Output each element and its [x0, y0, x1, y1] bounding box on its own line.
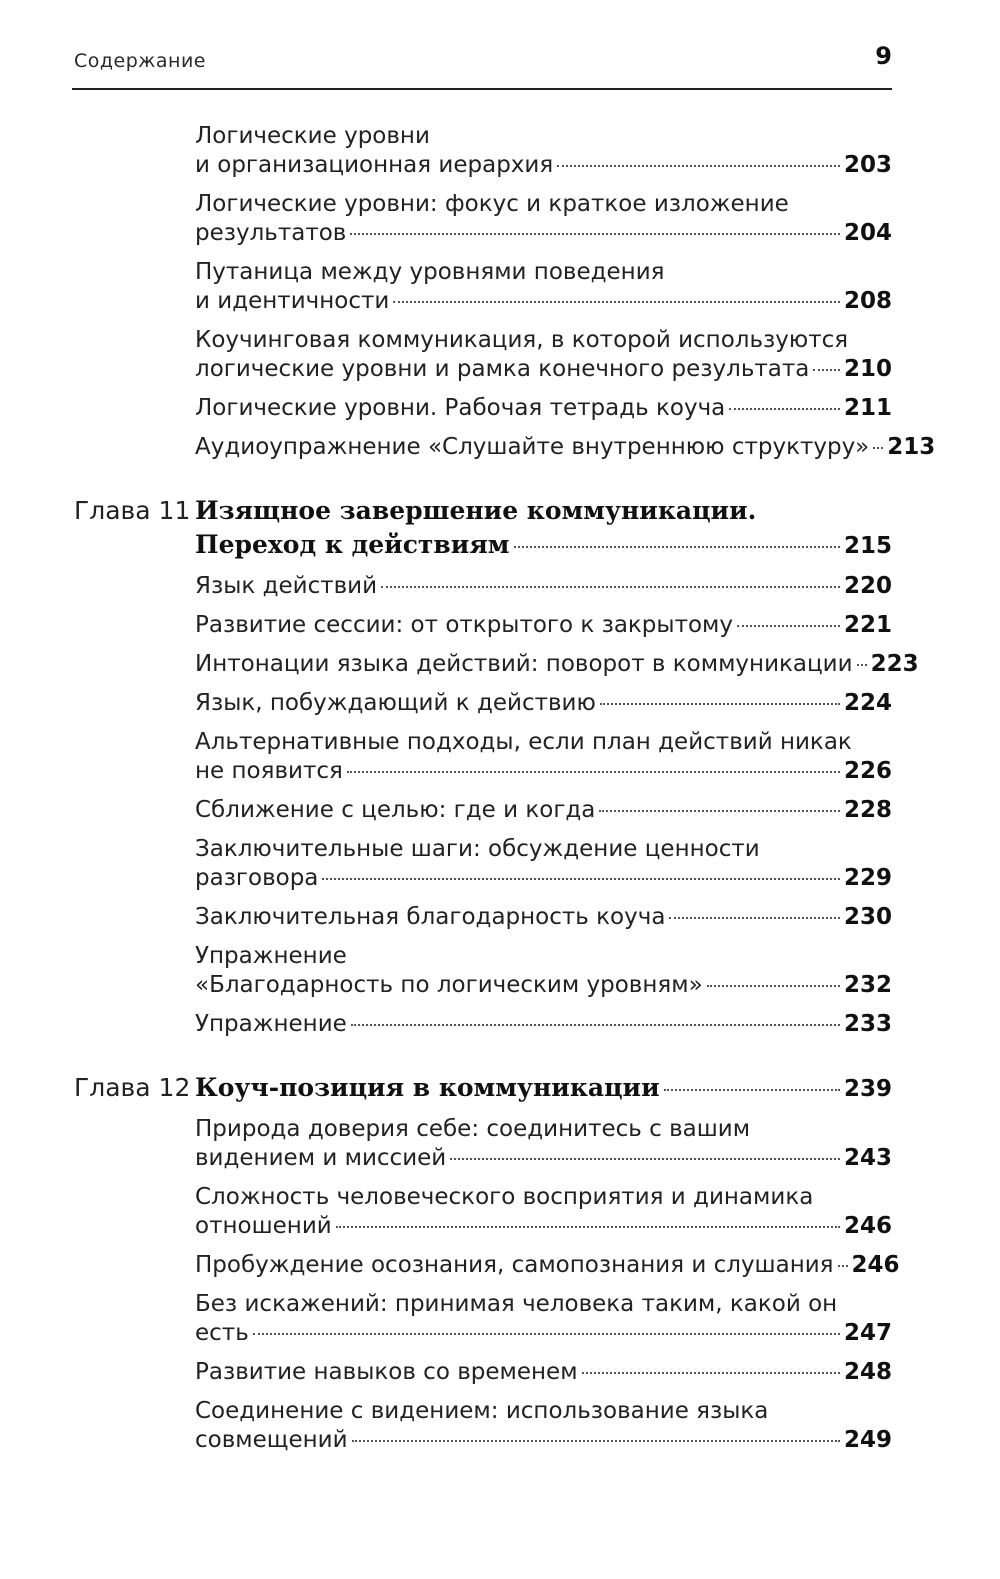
toc-entry-text-line: отношений — [195, 1213, 332, 1239]
toc-entry[interactable] — [195, 942, 892, 1000]
toc-entry[interactable] — [195, 572, 892, 601]
toc-entry[interactable] — [195, 650, 919, 679]
page-number: 9 — [875, 42, 892, 70]
chapter-title-line: Изящное завершение коммуникации. — [195, 496, 757, 525]
running-header-title: Содержание — [74, 50, 206, 72]
chapter-page-number: 215 — [843, 533, 892, 559]
chapter-label: Глава 12 — [74, 1073, 191, 1102]
toc-entry-text-line: Развитие навыков со временем — [195, 1359, 578, 1385]
toc-page-number: 224 — [843, 690, 892, 716]
toc-entry-text-line: Логические уровни. Рабочая тетрадь коуча — [195, 395, 726, 421]
toc-page-number: 204 — [843, 220, 892, 246]
toc-entry-text-line: Развитие сессии: от открытого к закрытому — [195, 612, 733, 638]
toc-entry[interactable] — [195, 394, 892, 423]
toc-entry-text-line: Сближение с целью: где и когда — [195, 797, 596, 823]
toc-entry-text-line: результатов — [195, 220, 347, 246]
toc-entry[interactable] — [195, 835, 892, 893]
toc-entry[interactable] — [195, 689, 892, 718]
toc-entry-text-line: и организационная иерархия — [195, 152, 554, 178]
toc-entry-text-line: Коучинговая коммуникация, в которой используются — [195, 327, 849, 353]
toc-entry-text-line: разговора — [195, 865, 319, 891]
dot-leader — [873, 447, 883, 449]
toc-entry-row — [195, 1319, 892, 1348]
chapter-page-number: 239 — [843, 1076, 892, 1102]
toc-entry[interactable] — [195, 1397, 892, 1455]
toc-entry[interactable] — [195, 1183, 892, 1241]
toc-entry-text-line: Упражнение — [195, 1011, 347, 1037]
dot-leader — [813, 369, 840, 371]
toc-entry-row — [195, 1144, 892, 1173]
toc-entry-text-line: Логические уровни — [195, 123, 430, 149]
dot-leader — [253, 1333, 840, 1335]
toc-entry-row — [195, 1212, 892, 1241]
toc-entry-row — [195, 219, 892, 248]
toc-entry[interactable] — [195, 433, 936, 462]
toc-entry-text-line: Язык, побуждающий к действию — [195, 690, 596, 716]
toc-page-number: 248 — [843, 1359, 892, 1385]
toc-entry-text-line: Природа доверия себе: соединитесь с вашим — [195, 1116, 751, 1142]
chapter-heading[interactable] — [0, 1071, 1000, 1105]
dot-leader — [347, 771, 840, 773]
chapter-heading[interactable] — [0, 494, 1000, 562]
running-header — [72, 40, 892, 90]
toc-page-number: 232 — [843, 972, 892, 998]
toc-page-number: 213 — [887, 434, 936, 460]
toc-entry-text-line: есть — [195, 1320, 249, 1346]
toc-page-number: 246 — [851, 1252, 900, 1278]
chapter-title-line: Коуч-позиция в коммуникации — [195, 1073, 660, 1102]
toc-entry[interactable] — [195, 326, 892, 384]
toc-entry-row — [195, 903, 892, 932]
toc-entry-row — [195, 433, 936, 462]
toc-entry-text-line: Путаница между уровнями поведения — [195, 259, 665, 285]
dot-leader — [729, 408, 840, 410]
toc-page-number: 233 — [843, 1011, 892, 1037]
toc-entry[interactable] — [195, 796, 892, 825]
toc-entry-row — [195, 287, 892, 316]
dot-leader — [669, 917, 840, 919]
toc-page-number: 249 — [843, 1427, 892, 1453]
toc-entry-text-line: и идентичности — [195, 288, 390, 314]
toc-entry-text-line: Интонации языка действий: поворот в коммуникации — [195, 651, 853, 677]
toc-entry[interactable] — [195, 190, 892, 248]
toc-entry-row — [195, 796, 892, 825]
toc-entry-text-line: Заключительная благодарность коуча — [195, 904, 666, 930]
dot-leader — [322, 878, 840, 880]
toc-entry[interactable] — [195, 903, 892, 932]
toc-entry[interactable] — [195, 122, 892, 180]
dot-leader — [350, 233, 840, 235]
toc-entry-text-line: Альтернативные подходы, если план действий никак — [195, 729, 852, 755]
toc-page-number: 230 — [843, 904, 892, 930]
toc-entry-text-line: Соединение с видением: использование языка — [195, 1398, 769, 1424]
dot-leader — [514, 546, 840, 548]
toc-entry-text-line: Сложность человеческого восприятия и динамика — [195, 1184, 814, 1210]
toc-entry-row — [195, 151, 892, 180]
toc-entry-row — [195, 689, 892, 718]
toc-entry-row — [195, 864, 892, 893]
dot-leader — [352, 1440, 840, 1442]
toc-page-number: 220 — [843, 573, 892, 599]
toc-entry-text-line: видением и миссией — [195, 1145, 447, 1171]
toc-entry-text-line: Упражнение — [195, 943, 347, 969]
dot-leader — [336, 1226, 840, 1228]
toc-entry-row — [195, 1358, 892, 1387]
toc-entry[interactable] — [195, 611, 892, 640]
toc-entry-text-line: «Благодарность по логическим уровням» — [195, 972, 703, 998]
dot-leader — [838, 1265, 848, 1267]
toc-entry-text-line: Язык действий — [195, 573, 378, 599]
dot-leader — [381, 586, 840, 588]
toc-entry-row — [195, 757, 892, 786]
dot-leader — [393, 301, 840, 303]
toc-page-number: 203 — [843, 152, 892, 178]
chapter-title-row — [195, 1071, 892, 1105]
dot-leader — [707, 985, 840, 987]
toc-entry[interactable] — [195, 1010, 892, 1039]
chapter-title-block — [195, 494, 892, 562]
toc-entry[interactable] — [195, 1251, 900, 1280]
toc-entry[interactable] — [195, 1115, 892, 1173]
toc-entry-text-line: Без искажений: принимая человека таким, какой он — [195, 1291, 838, 1317]
chapter-title-line: Переход к действиям — [195, 530, 510, 559]
dot-leader — [737, 625, 840, 627]
chapter-label: Глава 11 — [74, 496, 191, 525]
toc-page-number: 228 — [843, 797, 892, 823]
toc-entry-text-line: Пробуждение осознания, самопознания и слушания — [195, 1252, 834, 1278]
toc-entry-row — [195, 355, 892, 384]
toc-entry[interactable] — [195, 728, 892, 786]
toc-entry-row — [195, 1010, 892, 1039]
toc-page-number: 246 — [843, 1213, 892, 1239]
toc-page-number: 221 — [843, 612, 892, 638]
toc-entry-row — [195, 1251, 900, 1280]
dot-leader — [450, 1158, 840, 1160]
chapter-title-row — [195, 528, 892, 562]
table-of-contents — [0, 122, 1000, 1465]
toc-entry-row — [195, 572, 892, 601]
dot-leader — [351, 1024, 840, 1026]
toc-page-number: 243 — [843, 1145, 892, 1171]
toc-entry-text-line: Заключительные шаги: обсуждение ценности — [195, 836, 760, 862]
toc-page-number: 208 — [843, 288, 892, 314]
dot-leader — [600, 703, 840, 705]
toc-entry[interactable] — [195, 1358, 892, 1387]
toc-entry-row — [195, 394, 892, 423]
dot-leader — [857, 664, 867, 666]
toc-page-number: 210 — [843, 356, 892, 382]
chapter-title-block — [195, 1071, 892, 1105]
dot-leader — [557, 165, 840, 167]
toc-entry-row — [195, 611, 892, 640]
dot-leader — [664, 1089, 840, 1091]
toc-entry-text-line: совмещений — [195, 1427, 348, 1453]
toc-entry[interactable] — [195, 1290, 892, 1348]
toc-entry-text-line: Логические уровни: фокус и краткое изложение — [195, 191, 789, 217]
toc-page-number: 211 — [843, 395, 892, 421]
toc-page-number: 229 — [843, 865, 892, 891]
toc-entry[interactable] — [195, 258, 892, 316]
toc-entry-text-line: логические уровни и рамка конечного результата — [195, 356, 810, 382]
toc-page-number: 247 — [843, 1320, 892, 1346]
dot-leader — [582, 1372, 840, 1374]
toc-entry-row — [195, 1426, 892, 1455]
toc-page-number: 223 — [870, 651, 919, 677]
toc-entry-text-line: не появится — [195, 758, 343, 784]
toc-page-number: 226 — [843, 758, 892, 784]
toc-entry-row — [195, 971, 892, 1000]
toc-entry-row — [195, 650, 919, 679]
dot-leader — [599, 810, 840, 812]
toc-entry-text-line: Аудиоупражнение «Слушайте внутреннюю структуру» — [195, 434, 870, 460]
